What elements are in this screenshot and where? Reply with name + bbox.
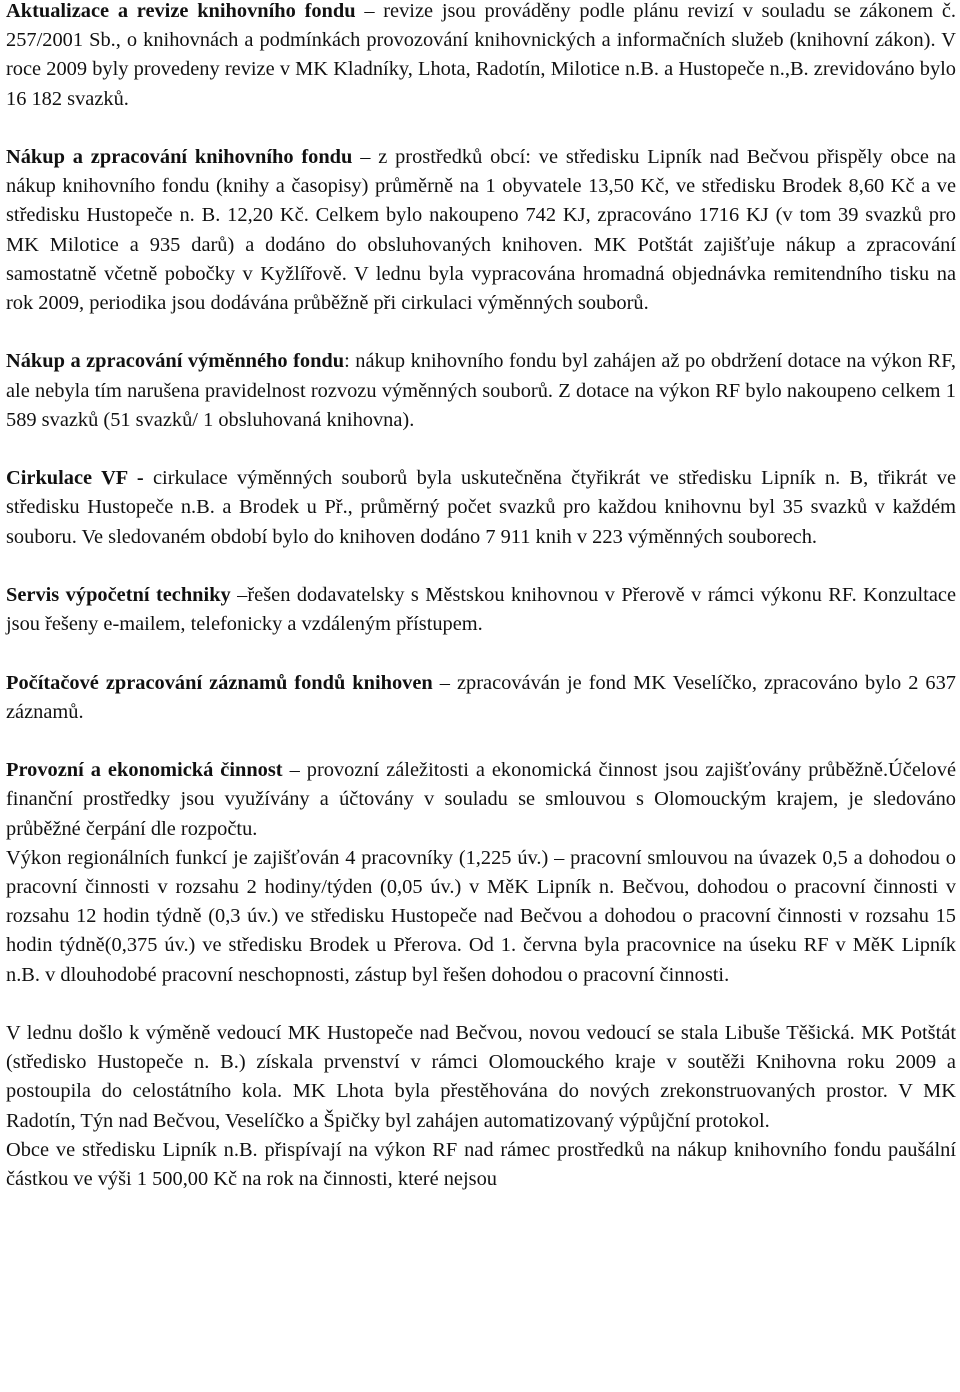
- paragraph-spacer: [6, 990, 956, 1019]
- paragraph-text: Výkon regionálních funkcí je zajišťován 4 pracovníky (1,225 úv.) – pracovní smlouvou na úvazek 0,5 a dohodou o pracovní činnosti v rozsahu 2 hodiny/týden (0,05 úv.) v MěK Lipník n. Bečvou, dohodou o pracovní činnosti v rozsahu 12 hodin týdně (0,3 úv.) ve středisku Hustopeče nad Bečvou a dohodou o pracovní činnosti v rozsahu 15 hodin týdně(0,375 úv.) ve středisku Brodek u Přerova. Od 1. června byla pracovnice na úseku RF v MěK Lipník n.B. v dlouhodobé pracovní neschopnosti, zástup byl řešen dohodou o pracovní činnosti.: [6, 846, 956, 986]
- paragraph-heading: Servis výpočetní techniky: [6, 584, 231, 606]
- paragraph-heading: Nákup a zpracování výměnného fondu: [6, 350, 345, 373]
- paragraph-zmena-vedouci: [6, 1019, 956, 1136]
- paragraph-text: – revize jsou prováděny podle plánu revizí v souladu se zákonem č. 257/2001 Sb., o knihovnách a podmínkách provozování knihovnických a informačních služeb (knihovní zákon). V roce 2009 byly provedeny revize v MK Kladníky, Lhota, Radotín, Milotice n.B. a Hustopeče n.,B. zrevidováno bylo 16 182 svazků.: [6, 0, 956, 110]
- paragraph-servis: [6, 581, 956, 639]
- paragraph-spacer: [6, 727, 956, 756]
- paragraph-spacer: [6, 552, 956, 581]
- paragraph-spacer: [6, 114, 956, 143]
- paragraph-nakup-vymenneho-fondu: [6, 347, 956, 435]
- paragraph-text: –řešen dodavatelsky s Městskou knihovnou v Přerově v rámci výkonu RF. Konzultace jsou řešeny e-mailem, telefonicky a vzdáleným přístupem.: [6, 584, 956, 636]
- paragraph-heading: Počítačové zpracování záznamů fondů knihoven: [6, 671, 433, 694]
- paragraph-text: Obce ve středisku Lipník n.B. přispívají na výkon RF nad rámec prostředků na nákup knihovního fondu paušální částkou ve výši 1 500,00 Kč na rok na činnosti, které nejsou: [6, 1138, 956, 1191]
- paragraph-pocitacove-zpracovani: [6, 669, 956, 727]
- paragraph-text: – provozní záležitosti a ekonomická činnost jsou zajišťovány průběžně.Účelové finanční prostředky jsou využívány a účtovány v souladu se smlouvou s Olomouckým krajem, je sledováno průběžné čerpání dle rozpočtu.: [6, 759, 956, 840]
- paragraph-cirkulace: [6, 464, 956, 552]
- paragraph-provozni-cinnost: [6, 756, 956, 844]
- paragraph-aktualizace: [6, 0, 956, 114]
- paragraph-heading: Aktualizace a revize knihovního fondu: [6, 0, 356, 22]
- paragraph-text: cirkulace výměnných souborů byla uskutečněna čtyřikrát ve středisku Lipník n. B, třikrát ve středisku Hustopeče n.B. a Brodek u Př., průměrný počet svazků pro každou knihovnu byl 35 svazků v každém souboru. Ve sledovaném období bylo do knihoven dodáno 7 911 knih v 223 výměnných souborech.: [6, 467, 957, 548]
- document-page: [6, 0, 956, 1194]
- paragraph-obce-lipnik: [6, 1136, 956, 1194]
- paragraph-heading: Cirkulace VF -: [6, 467, 144, 490]
- paragraph-spacer: [6, 435, 956, 464]
- paragraph-text: – zpracováván je fond MK Veselíčko, zpracováno bylo 2 637 záznamů.: [6, 671, 956, 723]
- paragraph-text: : nákup knihovního fondu byl zahájen až po obdržení dotace na výkon RF, ale nebyla tím narušena pravidelnost rozvozu výměnných souborů. Z dotace na výkon RF bylo nakoupeno celkem 1 589 svazků (51 svazků/ 1 obsluhovaná knihovna).: [6, 350, 956, 431]
- paragraph-text: – z prostředků obcí: ve středisku Lipník nad Bečvou přispěly obce na nákup knihovního fondu (knihy a časopisy) průměrně na 1 obyvatele 13,50 Kč, ve středisku Brodek 8,60 Kč a ve středisku Hustopeče n. B. 12,20 Kč. Celkem bylo nakoupeno 742 KJ, zpracováno 1716 KJ (v tom 39 svazků pro MK Milotice a 935 darů) a dodáno do obsluhovaných knihoven. MK Potštát zajišťuje nákup a zpracování samostatně včetně pobočky v Kyžlířově. V lednu byla vypracována hromadná objednávka remitendního tisku na rok 2009, periodika jsou dodávána průběžně při cirkulaci výměnných souborů.: [6, 146, 956, 315]
- paragraph-nakup-knihovniho-fondu: [6, 143, 956, 318]
- paragraph-heading: Nákup a zpracování knihovního fondu: [6, 146, 353, 168]
- paragraph-vykon-rf: [6, 844, 956, 990]
- paragraph-heading: Provozní a ekonomická činnost: [6, 759, 283, 782]
- paragraph-spacer: [6, 318, 956, 347]
- paragraph-text: V lednu došlo k výměně vedoucí MK Hustopeče nad Bečvou, novou vedoucí se stala Libuše Těšická. MK Potštát (středisko Hustopeče n. B.) získala prvenství v rámci Olomouckého kraje v soutěži Knihovna roku 2009 a postoupila do celostátního kola. MK Lhota byla přestěhována do nových zrekonstruovaných prostor. V MK Radotín, Týn nad Bečvou, Veselíčko a Špičky byl zahájen automatizovaný výpůjční protokol.: [6, 1022, 956, 1132]
- paragraph-spacer: [6, 639, 956, 668]
